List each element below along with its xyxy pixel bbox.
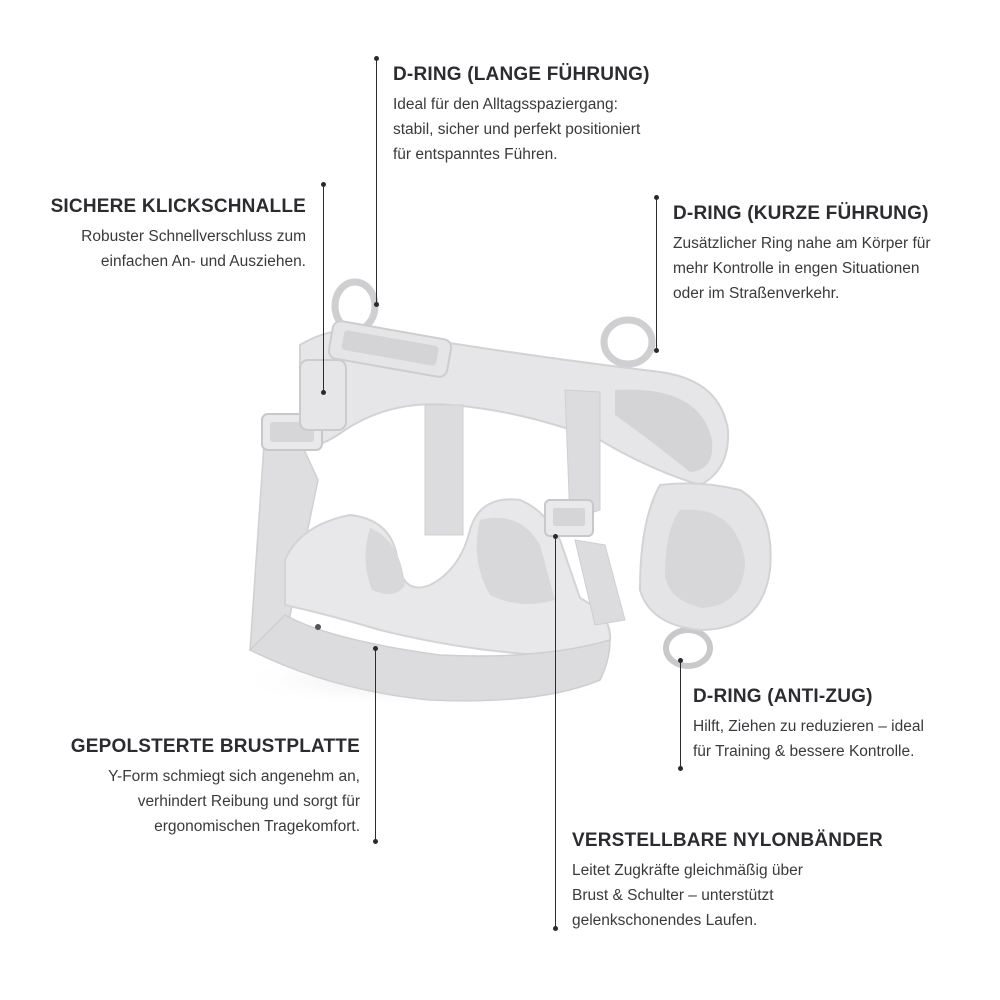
callout-line: Hilft, Ziehen zu reduzieren – ideal	[693, 718, 924, 735]
dot-anti-pull-top	[678, 658, 683, 663]
center-strap	[425, 405, 463, 535]
callout-title: SICHERE KLICKSCHNALLE	[50, 196, 306, 217]
callout-line: mehr Kontrolle in engen Situationen	[673, 260, 920, 277]
leader-chest-plate	[375, 648, 376, 841]
d-ring-short-lead	[604, 320, 652, 364]
callout-title: GEPOLSTERTE BRUSTPLATTE	[70, 736, 360, 757]
callout-d-ring-short	[673, 203, 931, 306]
dot-buckle-top	[321, 182, 326, 187]
callout-line: einfachen An- und Ausziehen.	[100, 253, 306, 270]
callout-line: stabil, sicher und perfekt positioniert	[393, 121, 641, 138]
callout-chest-plate	[71, 736, 360, 839]
dot-d-ring-long-bottom	[374, 302, 379, 307]
callout-title: D-RING (LANGE FÜHRUNG)	[393, 64, 650, 85]
leader-d-ring-short	[656, 197, 657, 350]
callout-straps	[572, 830, 883, 933]
callout-line: für entspanntes Führen.	[393, 146, 558, 163]
callout-line: oder im Straßenverkehr.	[673, 285, 840, 302]
callout-title: D-RING (ANTI-ZUG)	[693, 686, 873, 707]
dot-chest-plate-top	[373, 646, 378, 651]
dot-straps-top	[553, 534, 558, 539]
callout-d-ring-anti-pull	[693, 686, 924, 764]
dot-d-ring-short-top	[654, 195, 659, 200]
leader-straps	[555, 536, 556, 928]
callout-line: Leitet Zugkräfte gleichmäßig über	[572, 862, 803, 879]
callout-line: Zusätzlicher Ring nahe am Körper für	[673, 235, 931, 252]
callout-line: verhindert Reibung und sorgt für	[137, 793, 360, 810]
dot-straps-bottom	[553, 926, 558, 931]
callout-line: Ideal für den Alltagsspaziergang:	[393, 96, 618, 113]
callout-buckle	[51, 196, 306, 274]
leader-buckle	[323, 184, 324, 392]
dot-anti-pull-bottom	[678, 766, 683, 771]
callout-line: Robuster Schnellverschluss zum	[81, 228, 306, 245]
dot-chest-plate-bottom	[373, 839, 378, 844]
dot-d-ring-short-bottom	[654, 348, 659, 353]
callout-line: gelenkschonendes Laufen.	[572, 912, 758, 929]
callout-line: Y-Form schmiegt sich angenehm an,	[108, 768, 360, 785]
callout-line: Brust & Schulter – unterstützt	[572, 887, 774, 904]
callout-line: für Training & bessere Kontrolle.	[693, 743, 915, 760]
leader-anti-pull	[680, 660, 681, 768]
callout-title: D-RING (KURZE FÜHRUNG)	[673, 203, 929, 224]
callout-d-ring-long	[393, 64, 650, 167]
dot-d-ring-long-top	[374, 56, 379, 61]
d-ring-anti-pull	[666, 630, 710, 666]
callout-line: ergonomischen Tragekomfort.	[154, 818, 360, 835]
dot-buckle-bottom	[321, 390, 326, 395]
callout-title: VERSTELLBARE NYLONBÄNDER	[572, 830, 883, 851]
leader-d-ring-long	[376, 58, 377, 304]
